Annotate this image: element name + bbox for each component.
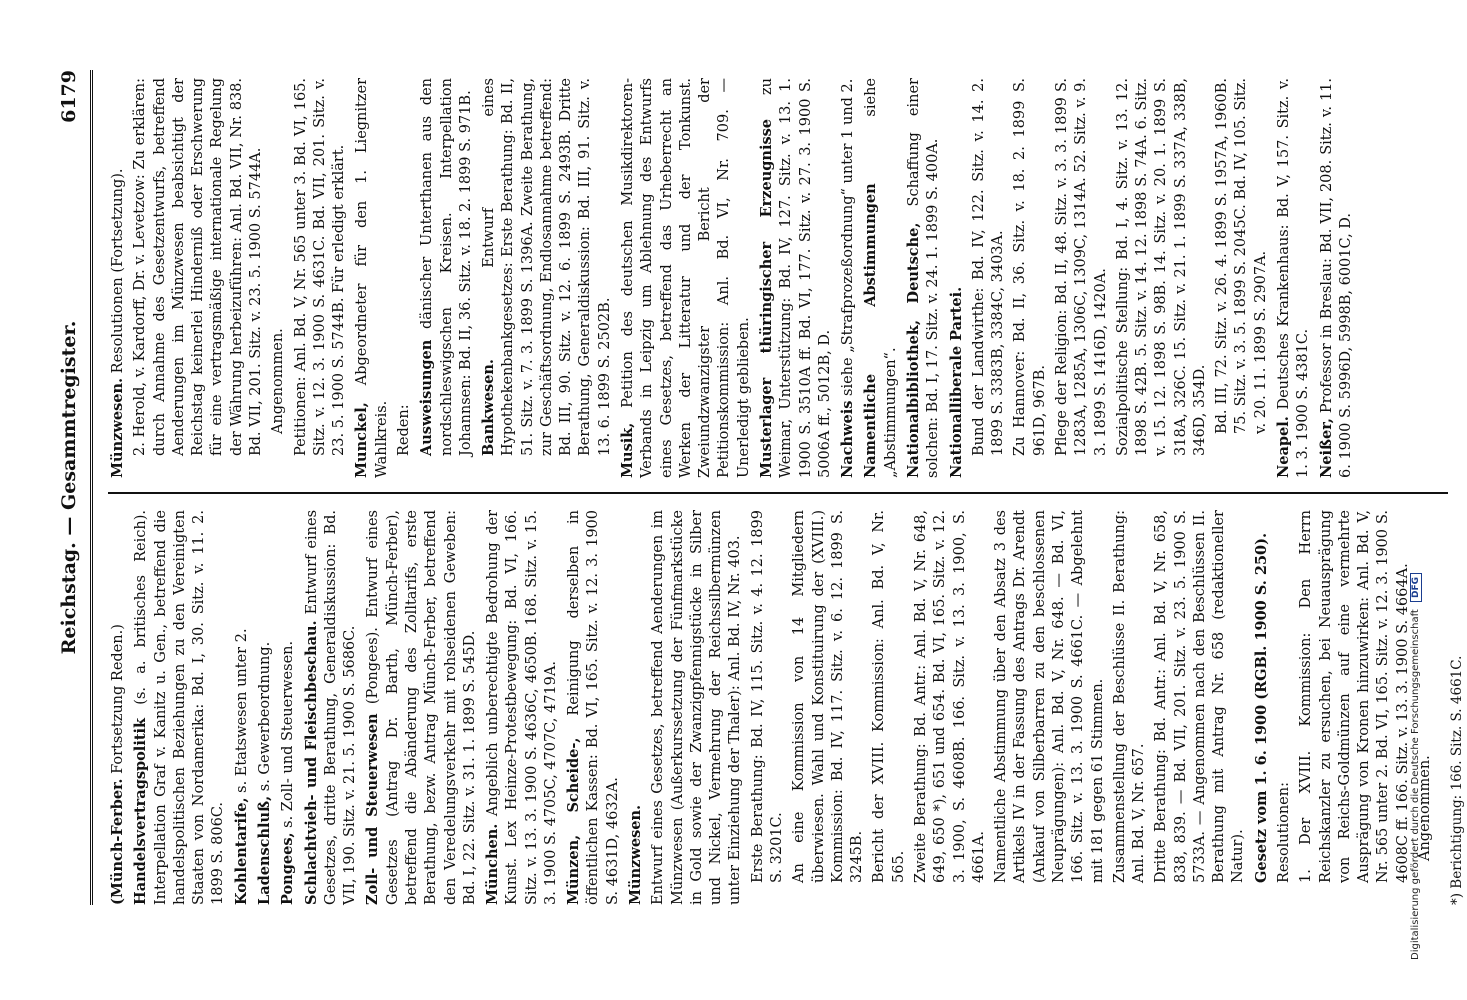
entry-text: Entwurf eines Gesetzes, betreffend Aenderungen im Münzwesen (Außerkurssetzung der Fünfmarkstücke in Gold sowie der Zwanzigpfennigstücke in Silber und Nickel, Vermehrung der Reichssilbermünzen unter Einziehung der Thaler): Anl. Bd. IV, Nr. 403. bbox=[650, 510, 744, 905]
entry-headword: Kohlentarife, bbox=[232, 797, 250, 905]
entry-headword: Musterlager thüringischer Erzeugnisse bbox=[758, 118, 775, 478]
credit-text: Digitalisierung gefördert durch die Deutsche Forschungsgemeinschaft bbox=[1410, 609, 1421, 960]
register-entry bbox=[1152, 510, 1248, 905]
right-column bbox=[108, 78, 1359, 478]
entry-text: Reinigung derselben in öffentlichen Kassen: Bd. VI, 165. Sitz. v. 12. 3. 1900 S. 4631D, 4632A. bbox=[566, 510, 621, 905]
entry-headword: Münzwesen. bbox=[109, 377, 126, 478]
register-entry bbox=[749, 510, 788, 905]
entry-text: Resolutionen: bbox=[1276, 782, 1293, 883]
register-entry bbox=[131, 510, 228, 905]
entry-text: 2. Herold, v. Kardorff, Dr. v. Levetzow: Zu erklären: durch Annahme des Gesetzentwurfs, betreffend Aenderungen im Münzwesen beabsichtigt der Reichstag keinerlei Hinderniß oder Erschwerung für eine vertragsmäßige internationale Regelung der Währung herbeizuführen: Anl. Bd. VII, Nr. 838. Bd. VII, 201. Sitz. v. 23. 5. 1900 S. 5744A. bbox=[132, 78, 264, 456]
header-rule bbox=[90, 70, 93, 905]
entry-text: Angenommen. bbox=[1417, 755, 1433, 861]
entry-text: Bericht der XVIII. Kommission: Anl. Bd. V, Nr. 565. bbox=[871, 510, 907, 883]
register-entry bbox=[947, 78, 967, 478]
digitization-credit bbox=[1410, 573, 1422, 960]
entry-text: Bd. III, 72. Sitz. v. 26. 4. 1899 S. 1957A, 1960B. 75. Sitz. v. 3. 5. 1899 S. 2045C. Bd. IV, 105. Sitz. v. 20. 11. 1899 S. 2907A. bbox=[1214, 78, 1269, 434]
entry-headword: Ladenschluß, bbox=[255, 795, 273, 905]
register-entry bbox=[861, 78, 901, 478]
register-entry bbox=[912, 510, 989, 905]
entry-headword: Munckel, bbox=[353, 402, 371, 478]
entry-text: An eine Kommission von 14 Mitgliedern überwiesen. Wahl und Konstituirung der (XVIII.) Kommission: Bd. IV, 117. Sitz. v. 6. 12. 1899 S. 3245B. bbox=[791, 510, 866, 883]
entry-headword: Zoll- und Steuerwesen bbox=[364, 713, 382, 905]
entry-headword: Nachweis bbox=[839, 400, 857, 478]
entry-text: s. Gewerbeordnung. bbox=[256, 641, 273, 792]
entry-text: s. Etatswesen unter 2. bbox=[233, 628, 250, 793]
entry-text: Erste Berathung: Bd. IV, 115. Sitz. v. 4. 12. 1899 S. 3201C. bbox=[749, 510, 785, 883]
register-entry bbox=[1275, 510, 1294, 905]
register-entry bbox=[564, 510, 623, 905]
entry-headword: Nationalliberale Partei. bbox=[947, 286, 965, 478]
register-entry bbox=[108, 78, 128, 478]
register-entry bbox=[992, 510, 1108, 905]
entry-headword: (Münch-Ferber. bbox=[109, 778, 126, 905]
page-title: Reichstag. — Gesammtregister. bbox=[58, 320, 80, 655]
page-header bbox=[50, 70, 94, 905]
entry-text: Petition des deutschen Musikdirektoren-Verbands in Leipzig um Ablehnung des Entwurfs eines Gesetzes, betreffend das Urheberrecht an Werken der Litteratur und der Tonkunst. Zweiundzwanzigster Bericht der Petitionskommission: Anl. Bd. VI, Nr. 709. — Unerledigt geblieben. bbox=[620, 78, 752, 478]
entry-headword: Handelsvertragspolitik bbox=[132, 717, 150, 905]
register-entry bbox=[278, 510, 298, 905]
entry-text: Deutsches Krankenhaus: Bd. V, 157. Sitz. v. 1. 3. 1900 S. 4381C. bbox=[1276, 78, 1312, 478]
entry-text: Reden: bbox=[395, 404, 412, 456]
register-entry bbox=[269, 78, 288, 478]
entry-text: Schaffung einer solchen: Bd. I, 17. Sitz. v. 24. 1. 1899 S. 400A. bbox=[905, 78, 942, 478]
register-entry bbox=[417, 78, 476, 478]
entry-text: Fortsetzung Reden.) bbox=[110, 624, 126, 774]
entry-headword: Musik, bbox=[619, 422, 637, 478]
register-entry bbox=[626, 510, 646, 905]
entry-headword: Neapel. bbox=[1275, 416, 1293, 478]
entry-text: dänischer Unterthanen aus den nordschleswigschen Kreisen. Interpellation Johannsen: Bd. II, 36. Sitz. v. 18. 2. 1899 S. 971B. bbox=[419, 78, 474, 456]
entry-text: (s. a. britisches Reich). Interpellation Graf v. Kanitz u. Gen., betreffend die handelspolitischen Beziehungen zu den Vereinigten Staaten von Nordamerika: Bd. I, 30. Sitz. v. 11. 2. 1899 S. 806C. bbox=[133, 509, 227, 905]
entry-text: Entwurf eines Gesetzes, dritte Berathung, Generaldiskussion: Bd. VII, 190. Sitz. v. 21. 5. 1900 S. 5686C. bbox=[303, 509, 359, 905]
entry-text: Professor in Breslau: Bd. VII, 208. Sitz. v. 11. 6. 1900 S. 5996D, 5998B, 6001C, D. bbox=[1318, 78, 1354, 478]
register-entry bbox=[479, 78, 615, 478]
register-entry bbox=[757, 78, 835, 478]
entry-text: Zweite Berathung: Bd. Antr.: Anl. Bd. V, Nr. 648, 649, 650 *), 651 und 654. Bd. VI, 165. Sitz. v. 12. 3. 1900, S. 4608B. 166. Sitz. v. 13. 3. 1900, S. 4661A. bbox=[912, 510, 987, 883]
register-entry bbox=[618, 78, 754, 478]
register-entry bbox=[483, 510, 561, 905]
entry-headword: Münzen, Scheide-, bbox=[565, 737, 583, 905]
entry-text: Entwurf eines Hypothekenbankgesetzes: Erste Berathung: Bd. II, 51. Sitz. v. 7. 3. 1899 S. 1396A. Zweite Berathung, zur Geschäftsordnung, Endlosannahme betreffend: Bd. III, 90. Sitz. v. 12. 6. 1899 S. 2493B. Dritte Berathung, Generaldiskussion: Bd. III, 91. Sitz. v. 13. 6. 1899 S. 2502B. bbox=[481, 78, 613, 456]
entry-text: 1. Der XVIII. Kommission: Den Herrn Reichskanzler zu ersuchen, bei Neuausprägung von Reichs-Goldmünzen auf eine vermehrte Ausprägung von Kronen hinzuwirken: Anl. Bd. V, Nr. 565 unter 2. Bd. VI, 165. Sitz. v. 12. 3. 1900 S. 4608C ff. 166. Sitz. v. 13. 3. 1900 S. 4664A. bbox=[1298, 510, 1411, 883]
entry-headword: Nationalbibliothek, Deutsche, bbox=[904, 222, 922, 478]
register-entry bbox=[1274, 78, 1314, 478]
entry-text: Resolutionen (Fortsetzung). bbox=[110, 168, 126, 374]
register-entry bbox=[232, 510, 252, 905]
register-entry bbox=[1252, 510, 1272, 905]
register-entry bbox=[108, 510, 128, 905]
entry-headword: Namentliche Abstimmungen bbox=[862, 183, 880, 478]
entry-headword: Neißer, bbox=[1317, 418, 1335, 478]
entry-text: Petitionen: Anl. Bd. V, Nr. 565 unter 3. Bd. VI, 165. Sitz. v. 12. 3. 1900 S. 4631C. Bd. VII, 201. Sitz. v. 23. 5. 1900 S. 5744B. Für erledigt erklärt. bbox=[292, 78, 348, 456]
register-entry bbox=[352, 78, 392, 478]
page-number: 6179 bbox=[58, 70, 80, 123]
entry-text: Namentliche Abstimmung über den Absatz 3 des Artikels IV in der Fassung des Antrags Dr. Arendt (Ankauf von Silberbarren zu den beschlossenen Neuprägungen): Anl. Bd. V, Nr. 648. — Bd. VI, 166. Sitz. v. 13. 3. 1900 S. 4661C. — Abgelehnt mit 181 gegen 61 Stimmen. bbox=[993, 510, 1106, 883]
register-entry bbox=[1011, 78, 1050, 478]
register-entry bbox=[838, 78, 858, 478]
left-column bbox=[108, 510, 1467, 905]
entry-text: Sozialpolitische Stellung: Bd. I, 4. Sitz. v. 13. 12. 1898 S. 42B. 5. Sitz. v. 14. 12. 1898 S. 74A. 6. Sitz. v. 15. 12. 1898 S. 98B. 14. Sitz. v. 20. 1. 1899 S. 318A, 326C. 15. Sitz. v. 21. 1. 1899 S. 337A, 338B, 346D, 354D. bbox=[1114, 78, 1208, 456]
register-entry bbox=[395, 78, 414, 478]
dfg-logo: DFG bbox=[1410, 573, 1422, 602]
column-divider bbox=[108, 492, 1448, 494]
register-entry bbox=[970, 78, 1009, 478]
entry-text: Dritte Berathung: Bd. Antr.: Anl. Bd. V, Nr. 658, 838, 839. — Bd. VII, 201. Sitz. v. 23. 5. 1900 S. 5733A. — Angenommen nach den Beschlüssen II. Berathung mit Antrag Nr. 658 (redaktioneller Natur). bbox=[1153, 510, 1247, 883]
register-entry bbox=[1053, 78, 1111, 478]
register-entry bbox=[1297, 510, 1413, 905]
register-entry bbox=[790, 510, 867, 905]
entry-text: Zu Hannover: Bd. II, 36. Sitz. v. 18. 2. 1899 S. 961D, 967B. bbox=[1012, 78, 1048, 456]
register-entry bbox=[1213, 78, 1271, 478]
entry-text: Abgeordneter für den 1. Liegnitzer Wahlkreis. bbox=[354, 77, 390, 478]
register-entry bbox=[904, 78, 944, 478]
entry-headword: Ausweisungen bbox=[418, 339, 436, 456]
entry-text: s. Zoll- und Steuerwesen. bbox=[280, 640, 297, 828]
entry-text: (Pongees). Entwurf eines Gesetzes (Antrag Dr. Barth, Münch-Ferber), betreffend die Abänderung des Zolltarifs, erste Berathung, bezw. Antrag Münch-Ferber, betreffend den Veredelungsverkehr mit rohseidenen Geweben: Bd. I, 22. Sitz. v. 31. 1. 1899 S. 545D. bbox=[365, 510, 478, 905]
register-entry bbox=[649, 510, 745, 905]
entry-text: zu Weimar, Unterstützung: Bd. IV, 127. Sitz. v. 13. 1. 1900 S. 3510A ff. Bd. VI, 177. Sitz. v. 27. 3. 1900 S. 5006A ff., 5012B, D. bbox=[759, 78, 833, 478]
entry-text: siehe „Abstimmungen“. bbox=[863, 78, 899, 478]
entry-text: Angeblich unberechtigte Bedrohung der Kunst. Lex Heinze-Protestbewegung: Bd. VI, 166. Sitz. v. 13. 3. 1900 S. 4636C, 4650B. 168. Sitz. v. 15. 3. 1900 S. 4705C, 4707C, 4719A. bbox=[485, 510, 559, 905]
entry-headword: Münzwesen. bbox=[627, 804, 645, 905]
entry-text: siehe „Strafprozeßordnung“ unter 1 und 2. bbox=[840, 78, 857, 396]
register-entry bbox=[131, 78, 266, 478]
footnote: *) Berichtigung: 166. Sitz. S. 4661C. bbox=[1449, 655, 1466, 905]
register-entry bbox=[255, 510, 275, 905]
register-entry bbox=[870, 510, 909, 905]
register-entry bbox=[292, 78, 350, 478]
entry-headword: Bankwesen. bbox=[480, 359, 498, 456]
entry-text: Zusammenstellung der Beschlüsse II. Berathung: Anl. Bd. V, Nr. 657. bbox=[1111, 510, 1148, 883]
register-entry bbox=[302, 510, 361, 905]
entry-headword: Schlachtvieh- und Fleischbeschau. bbox=[302, 620, 320, 905]
register-entry bbox=[1114, 78, 1210, 478]
entry-headword: München. bbox=[484, 823, 502, 905]
register-entry bbox=[1111, 510, 1150, 905]
register-entry bbox=[363, 510, 480, 905]
entry-headword: Pongees, bbox=[279, 832, 297, 905]
entry-text: Angenommen. bbox=[270, 328, 287, 434]
entry-headword: Gesetz vom 1. 6. 1900 (RGBl. 1900 S. 250). bbox=[1252, 532, 1270, 883]
register-entry bbox=[1317, 78, 1357, 478]
entry-text: Pflege der Religion: Bd. II, 48. Sitz. v. 3. 3. 1899 S. 1283A, 1285A, 1306C, 1309C, 1314A. 52. Sitz. v. 9. 3. 1899 S. 1416D, 1420A. bbox=[1053, 78, 1109, 456]
entry-text: Bund der Landwirthe: Bd. IV, 122. Sitz. v. 14. 2. 1899 S. 3383B, 3384C, 3403A. bbox=[970, 78, 1007, 456]
